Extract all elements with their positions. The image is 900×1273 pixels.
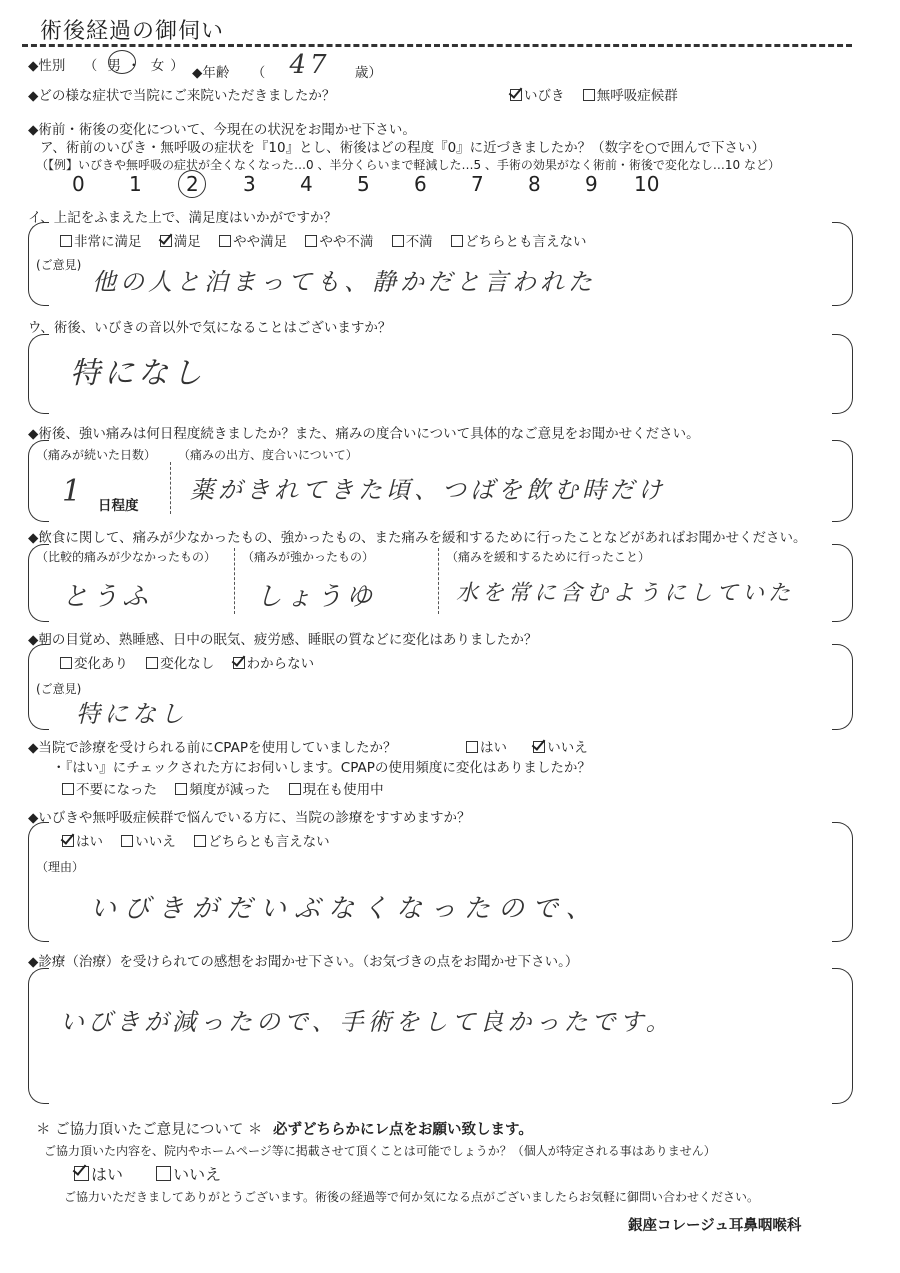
title-divider — [22, 44, 852, 47]
bracket-right — [832, 334, 853, 414]
cpap-followup: ・『はい』にチェックされた方にお伺いします。CPAPの使用頻度に変化はありましたか？ — [52, 760, 591, 776]
recommend-reason[interactable]: いびきがだいぶなくなったので、 — [90, 894, 600, 924]
page-title: 術後経過の御伺い — [40, 19, 225, 44]
bracket-left — [28, 334, 49, 414]
food-low-label: （比較的痛みが少なかったもの） — [36, 550, 217, 564]
sleep-question: ◆朝の目覚め、熟睡感、日中の眠気、疲労感、睡眠の質などに変化はありましたか？ — [28, 632, 538, 648]
score-7[interactable]: 7 — [471, 172, 484, 196]
pain-days-unit: 日程度 — [98, 498, 139, 514]
other-concern-answer[interactable]: 特になし — [70, 356, 206, 391]
score-selected-circle — [178, 170, 206, 198]
score-2[interactable]: 2 — [186, 172, 199, 196]
symptom-options — [510, 84, 692, 104]
age-value[interactable]: 47 — [289, 50, 331, 80]
cpap-followup-options — [62, 778, 398, 798]
pain-days-value[interactable]: 1 — [62, 474, 86, 509]
sleep-option-no-change[interactable]: 変化なし — [146, 656, 214, 672]
score-9[interactable]: 9 — [585, 172, 598, 196]
gender-male[interactable]: 男 — [107, 58, 121, 74]
other-concern-question: ウ、術後、いびきの音以外で気になることはございますか？ — [28, 320, 392, 336]
checkbox[interactable] — [583, 89, 595, 101]
recommend-options — [62, 830, 344, 850]
consent-heading — [36, 1118, 533, 1139]
bracket-left — [28, 968, 49, 1104]
cpap-question: ◆当院で診療を受けられる前にCPAPを使用していましたか？ — [28, 740, 397, 756]
consent-options — [74, 1162, 235, 1185]
score-0[interactable]: 0 — [72, 172, 85, 196]
satisfaction-opinion-label: (ご意見) — [36, 258, 82, 272]
bracket-right — [832, 544, 853, 622]
satisfaction-very-satisfied[interactable]: 非常に満足 — [60, 234, 142, 250]
satisfaction-neutral[interactable]: どちらとも言えない — [451, 234, 587, 250]
cpap-followup-less-frequent[interactable]: 頻度が減った — [175, 782, 270, 798]
score-3[interactable]: 3 — [243, 172, 256, 196]
bracket-right — [832, 440, 853, 522]
food-relief-label: （痛みを緩和するために行ったこと） — [446, 550, 651, 564]
score-6[interactable]: 6 — [414, 172, 427, 196]
satisfaction-question: イ、上記をふまえた上で、満足度はいかがですか？ — [28, 210, 338, 226]
cpap-option-yes[interactable]: はい — [466, 740, 507, 756]
sleep-opinion-label: (ご意見) — [36, 682, 82, 696]
pain-days-label: （痛みが続いた日数） — [36, 448, 157, 462]
recommend-reason-label: （理由） — [36, 860, 85, 874]
recommend-option-yes[interactable]: はい — [62, 834, 103, 850]
bracket-right — [832, 222, 853, 306]
food-high-label: （痛みが強かったもの） — [242, 550, 375, 564]
consent-question: ご協力頂いた内容を、院内やホームページ等に掲載させて頂くことは可能でしょうか？（個人が特定される事はありません） — [44, 1144, 716, 1158]
food-high-value[interactable]: しょうゆ — [256, 582, 377, 612]
bracket-right — [832, 644, 853, 730]
consent-option-yes[interactable]: はい — [74, 1165, 123, 1184]
recommend-question: ◆いびきや無呼吸症候群で悩んでいる方に、当院の診療をすすめますか？ — [28, 810, 471, 826]
pain-question: ◆術後、強い痛みは何日程度続きましたか？また、痛みの度合いについて具体的なご意見をお聞かせください。 — [28, 426, 700, 442]
column-divider — [438, 548, 439, 614]
clinic-name: 銀座コレージュ耳鼻咽喉科 — [628, 1218, 802, 1234]
food-relief-value[interactable]: 水を常に含むようにしていた — [456, 581, 795, 606]
recommend-option-neutral[interactable]: どちらとも言えない — [194, 834, 330, 850]
gender-row: ◆性別 （ 男 ・ 女 ） — [28, 58, 184, 74]
consent-heading-main: ＊ ご協力頂いたご意見について ＊ — [36, 1122, 263, 1138]
satisfaction-dissatisfied[interactable]: 不満 — [392, 234, 433, 250]
impression-answer[interactable]: いびきが減ったので、手術をして良かったです。 — [60, 1008, 674, 1036]
recommend-option-no[interactable]: いいえ — [121, 834, 176, 850]
gender-label: ◆性別 — [28, 58, 66, 74]
satisfaction-options — [60, 230, 600, 250]
consent-heading-emphasis: 必ずどちらかにレ点をお願い致します。 — [273, 1122, 533, 1138]
symptom-option-snoring[interactable]: いびき — [510, 88, 565, 104]
change-question: ア、術前のいびき・無呼吸の症状を『10』とし、術後はどの程度『0』に近づきましたか？（数字を○で囲んで下さい） — [40, 140, 765, 156]
gender-female[interactable]: 女 — [150, 58, 165, 74]
score-4[interactable]: 4 — [300, 172, 313, 196]
symptom-question: ◆どの様な症状で当院にご来院いただきましたか？ — [28, 88, 336, 104]
cpap-option-no[interactable]: いいえ — [533, 740, 588, 756]
cpap-options — [466, 736, 602, 756]
bracket-right — [832, 968, 853, 1104]
age-row: ◆年齢 （ 47 歳） — [192, 50, 382, 81]
column-divider — [170, 462, 171, 514]
cpap-followup-not-needed[interactable]: 不要になった — [62, 782, 157, 798]
satisfaction-satisfied[interactable]: 満足 — [160, 234, 201, 250]
bracket-right — [832, 822, 853, 942]
score-10[interactable]: 10 — [634, 172, 660, 196]
satisfaction-opinion[interactable]: 他の人と泊まっても、静かだと言われた — [92, 268, 596, 296]
satisfaction-somewhat-dissatisfied[interactable]: やや不満 — [305, 234, 373, 250]
cpap-followup-still-using[interactable]: 現在も使用中 — [289, 782, 384, 798]
sleep-options — [60, 652, 328, 672]
gender-selected-circle — [108, 50, 136, 74]
consent-option-no[interactable]: いいえ — [156, 1165, 221, 1184]
sleep-option-changed[interactable]: 変化あり — [60, 656, 128, 672]
food-question: ◆飲食に関して、痛みが少なかったもの、強かったもの、また痛みを緩和するために行ったことなどがあればお聞かせください。 — [28, 530, 807, 546]
age-unit: 歳 — [354, 65, 369, 81]
food-low-value[interactable]: とうふ — [62, 582, 153, 612]
change-heading: ◆術前・術後の変化について、今現在の状況をお聞かせ下さい。 — [28, 122, 416, 138]
impression-question: ◆診療（治療）を受けられての感想をお聞かせ下さい。（お気づきの点をお聞かせ下さい。） — [28, 954, 579, 970]
sleep-option-unknown[interactable]: わからない — [233, 656, 315, 672]
score-8[interactable]: 8 — [528, 172, 541, 196]
score-1[interactable]: 1 — [129, 172, 142, 196]
checkbox-checked[interactable] — [510, 89, 522, 101]
pain-detail[interactable]: 薬がきれてきた頃、つばを飲む時だけ — [190, 476, 666, 504]
age-label: ◆年齢 — [192, 65, 230, 81]
pain-detail-label: （痛みの出方、度合いについて） — [178, 448, 358, 462]
sleep-opinion[interactable]: 特になし — [76, 700, 188, 728]
satisfaction-somewhat-satisfied[interactable]: やや満足 — [219, 234, 287, 250]
change-example: （【例】いびきや無呼吸の症状が全くなくなった…0 、半分くらいまで軽減した…5 、手術の効果がなく術前・術後で変化なし…10 など） — [36, 158, 780, 172]
bracket-left — [28, 822, 49, 942]
symptom-option-apnea[interactable]: 無呼吸症候群 — [583, 88, 678, 104]
column-divider — [234, 548, 235, 614]
score-5[interactable]: 5 — [357, 172, 370, 196]
consent-thanks: ご協力いただきましてありがとうございます。術後の経過等で何か気になる点がございましたらお気軽に御問い合わせください。 — [64, 1190, 760, 1204]
